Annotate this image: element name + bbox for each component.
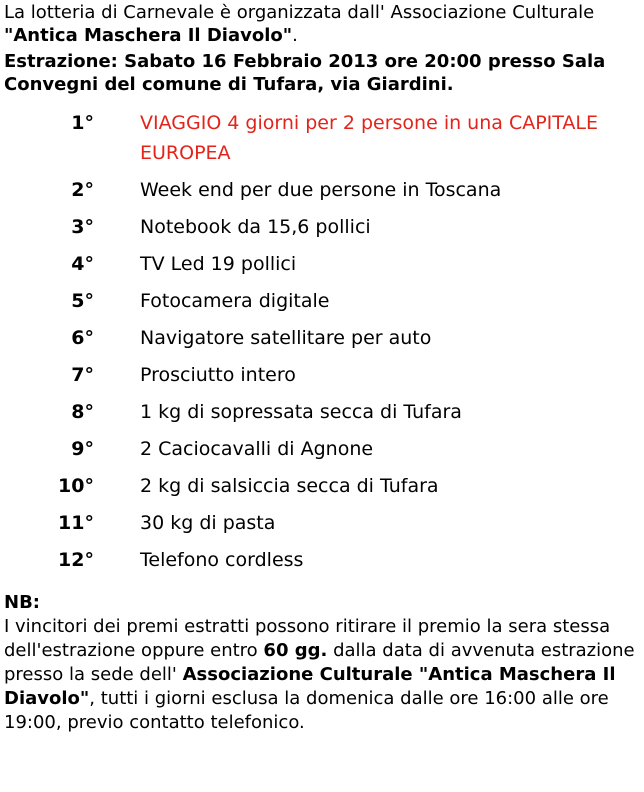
prize-rank: 2° (71, 179, 94, 201)
prize-row-11 (4, 508, 640, 538)
prize-description: 1 kg di sopressata secca di Tufara (140, 401, 462, 423)
prize-rank: 8° (71, 401, 94, 423)
prize-row-4 (4, 249, 640, 279)
prize-rank: 12° (58, 549, 94, 571)
nb-text-part2: dalla data di avvenuta estrazione presso la sede dell' (4, 640, 635, 685)
nb-title: NB: (4, 592, 40, 613)
prize-description: Notebook da 15,6 pollici (140, 216, 371, 238)
nb-association: Associazione Culturale "Antica Maschera Il Diavolo" (4, 664, 616, 709)
prize-row-5 (4, 286, 640, 316)
prize-rank: 10° (58, 475, 94, 497)
prize-description: VIAGGIO 4 giorni per 2 persone in una CAPITALE EUROPEA (140, 112, 598, 164)
prize-description: Week end per due persone in Toscana (140, 179, 502, 201)
prize-row-2 (4, 175, 640, 205)
prize-description: 2 Caciocavalli di Agnone (140, 438, 374, 460)
nb-text (4, 615, 640, 735)
prize-row-7 (4, 360, 640, 390)
prize-description: 30 kg di pasta (140, 512, 276, 534)
prize-row-6 (4, 323, 640, 353)
prize-description: TV Led 19 pollici (140, 253, 297, 275)
prize-row-3 (4, 212, 640, 242)
intro-paragraph (4, 0, 640, 47)
prize-description: 2 kg di salsiccia secca di Tufara (140, 475, 439, 497)
prize-rank: 11° (58, 512, 94, 534)
prize-rank: 4° (71, 253, 94, 275)
prize-description: Fotocamera digitale (140, 290, 330, 312)
association-name: "Antica Maschera Il Diavolo" (4, 25, 293, 46)
prize-rank: 7° (71, 364, 94, 386)
nb-note (4, 591, 640, 735)
prize-rank: 3° (71, 216, 94, 238)
intro-period: . (292, 25, 298, 46)
prize-rank: 9° (71, 438, 94, 460)
prize-row-8 (4, 397, 640, 427)
nb-days: 60 gg. (263, 640, 328, 661)
prize-description: Telefono cordless (140, 549, 304, 571)
intro-text: La lotteria di Carnevale è organizzata dall' Associazione Culturale (4, 2, 595, 23)
prize-rank: 6° (71, 327, 94, 349)
prize-row-9 (4, 434, 640, 464)
prize-rank: 1° (71, 112, 94, 134)
prize-row-12 (4, 545, 640, 575)
prize-row-1 (4, 108, 640, 168)
prize-rank: 5° (71, 290, 94, 312)
prize-description: Prosciutto intero (140, 364, 296, 386)
nb-text-part3: , tutti i giorni esclusa la domenica dalle ore 16:00 alle ore 19:00, previo contatto telefonico. (4, 688, 609, 733)
nb-text-part1: I vincitori dei premi estratti possono ritirare il premio la sera stessa dell'estrazione oppure entro (4, 616, 611, 661)
prize-list (4, 108, 640, 575)
prize-description: Navigatore satellitare per auto (140, 327, 432, 349)
prize-row-10 (4, 471, 640, 501)
extraction-info: Estrazione: Sabato 16 Febbraio 2013 ore 20:00 presso Sala Convegni del comune di Tufara, via Giardini. (4, 51, 606, 95)
